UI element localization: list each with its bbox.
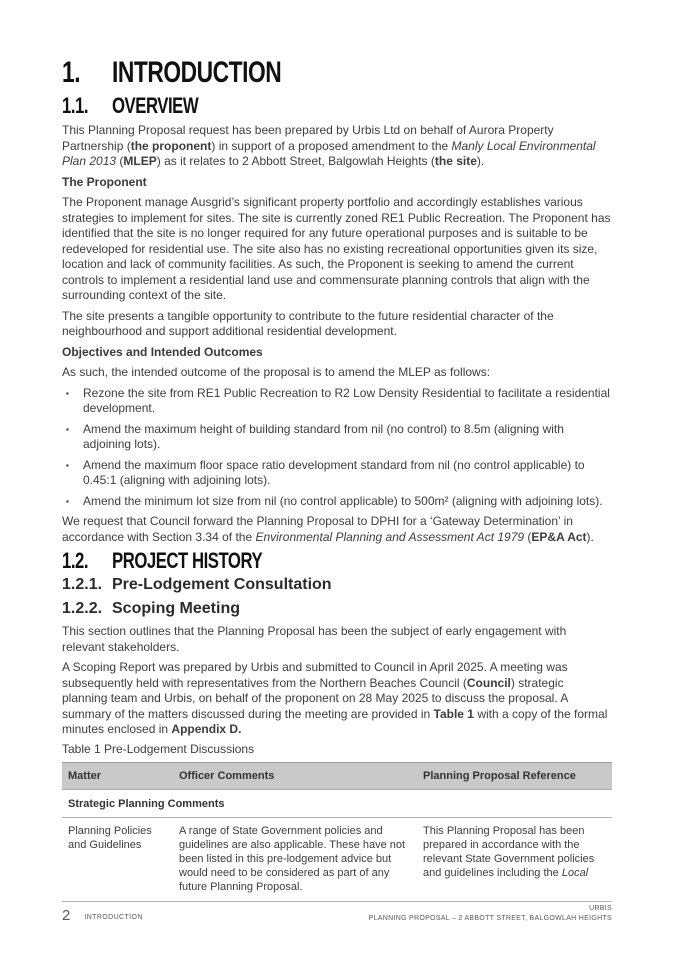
heading-1-2-title: PROJECT HISTORY bbox=[112, 548, 263, 573]
subheading-the-proponent: The Proponent bbox=[62, 174, 147, 189]
table-cell-reference: This Planning Proposal has been prepared in accordance with the relevant State Government policies and guidelines including the Local bbox=[417, 818, 612, 902]
paragraph-gateway-request: We request that Council forward the Planning Proposal to DPHI for a ‘Gateway Determination’ in accordance with Section 3.34 of the Environmental Planning and Assessment Act 1979 (EP&A Act). bbox=[62, 514, 594, 544]
table-group-row bbox=[62, 790, 612, 818]
bullet-text: Amend the minimum lot size from nil (no control applicable) to 500m² (aligning with adjoining lots). bbox=[83, 493, 603, 508]
bullet-item-height bbox=[62, 422, 612, 453]
footer-section-label: INTRODUCTION bbox=[84, 914, 143, 921]
heading-1-2-1-number: 1.2.1. bbox=[62, 576, 103, 593]
table-header-reference: Planning Proposal Reference bbox=[417, 763, 612, 790]
table-header-row bbox=[62, 763, 612, 790]
bullet-text: Amend the maximum height of building standard from nil (no control) to 8.5m (aligning with adjoining lots). bbox=[83, 421, 564, 451]
heading-1-1-overview bbox=[62, 94, 612, 117]
table-row bbox=[62, 818, 612, 902]
pre-lodgement-table bbox=[62, 762, 612, 902]
heading-1-2-project-history bbox=[62, 549, 612, 572]
paragraph-intro: This Planning Proposal request has been prepared by Urbis Ltd on behalf of Aurora Property Partnership (the proponent) in support of a proposed amendment to the Manly Local Environmental Plan 2013 (MLEP) as it relates to 2 Abbott Street, Balgowlah Heights (the site). bbox=[62, 123, 596, 168]
bullet-square-icon: ▪ bbox=[66, 496, 69, 506]
bullet-item-fsr bbox=[62, 458, 612, 489]
page-footer bbox=[62, 904, 612, 923]
paragraph-scoping-report: A Scoping Report was prepared by Urbis and submitted to Council in April 2025. A meeting was subsequently held with representatives from the Northern Beaches Council (Council) strategic planning team and Urbis, on behalf of the proponent on 28 May 2025 to discuss the proposal. A summary of the matters discussed during the meeting are provided in Table 1 with a copy of the formal minutes enclosed in Appendix D. bbox=[62, 660, 608, 736]
table-cell-matter: Planning Policies and Guidelines bbox=[62, 818, 173, 902]
table-header-officer-comments: Officer Comments bbox=[173, 763, 417, 790]
heading-1-1-number: 1.1. bbox=[62, 93, 89, 118]
heading-1-title: INTRODUCTION bbox=[112, 56, 282, 89]
bullet-square-icon: ▪ bbox=[66, 460, 69, 470]
bullet-item-lot-size bbox=[62, 494, 612, 510]
heading-1-introduction bbox=[62, 58, 612, 88]
paragraph-outcome: As such, the intended outcome of the proposal is to amend the MLEP as follows: bbox=[62, 365, 491, 379]
subheading-objectives: Objectives and Intended Outcomes bbox=[62, 344, 263, 359]
heading-1-2-2-title: Scoping Meeting bbox=[112, 600, 240, 617]
paragraph-site-opportunity: The site presents a tangible opportunity to contribute to the future residential character of the neighbourhood and support additional residential development. bbox=[62, 308, 554, 338]
table-header-matter: Matter bbox=[62, 763, 173, 790]
table-cell-officer-comments: A range of State Government policies and guidelines are also applicable. These have not been listed in this pre-lodgement advice but would need to be considered as part of any future Planning Proposal. bbox=[173, 818, 417, 902]
heading-1-2-number: 1.2. bbox=[62, 548, 89, 573]
bullet-square-icon: ▪ bbox=[66, 388, 69, 398]
bullet-text: Amend the maximum floor space ratio development standard from nil (no control applicable) to 0.45:1 (aligning with adjoining lots). bbox=[83, 457, 585, 487]
bullet-item-rezone bbox=[62, 386, 612, 417]
footer-brand: URBIS bbox=[589, 905, 612, 912]
heading-1-2-2-number: 1.2.2. bbox=[62, 600, 103, 617]
footer-page-number: 2 bbox=[62, 907, 71, 924]
bullet-square-icon: ▪ bbox=[66, 424, 69, 434]
heading-1-2-1-title: Pre-Lodgement Consultation bbox=[112, 576, 332, 593]
table-group-label: Strategic Planning Comments bbox=[62, 790, 612, 818]
paragraph-early-engagement: This section outlines that the Planning Proposal has been the subject of early engagement with relevant stakeholders. bbox=[62, 624, 567, 654]
bullet-text: Rezone the site from RE1 Public Recreation to R2 Low Density Residential to facilitate a residential development. bbox=[83, 385, 610, 415]
footer-document-title: PLANNING PROPOSAL – 2 ABBOTT STREET, BALGOWLAH HEIGHTS bbox=[368, 914, 612, 922]
paragraph-proponent: The Proponent manage Ausgrid’s significant property portfolio and accordingly establishes various strategies to implement for sites. The site is currently zoned RE1 Public Recreation. The Proponent has identified that the site is no longer required for any future operational purposes and is suitable to be redeveloped for residential use. The site also has no existing recreational opportunities given its size, location and lack of community facilities. As such, the Proponent is seeking to amend the current controls to implement a residential land use and commensurate planning controls that align with the surrounding context of the site. bbox=[62, 195, 611, 302]
heading-1-2-1-pre-lodgement bbox=[62, 576, 612, 594]
table-caption: Table 1 Pre-Lodgement Discussions bbox=[62, 741, 255, 756]
heading-1-2-2-scoping-meeting bbox=[62, 600, 612, 618]
heading-1-number: 1. bbox=[62, 56, 81, 89]
heading-1-1-title: OVERVIEW bbox=[112, 93, 199, 118]
